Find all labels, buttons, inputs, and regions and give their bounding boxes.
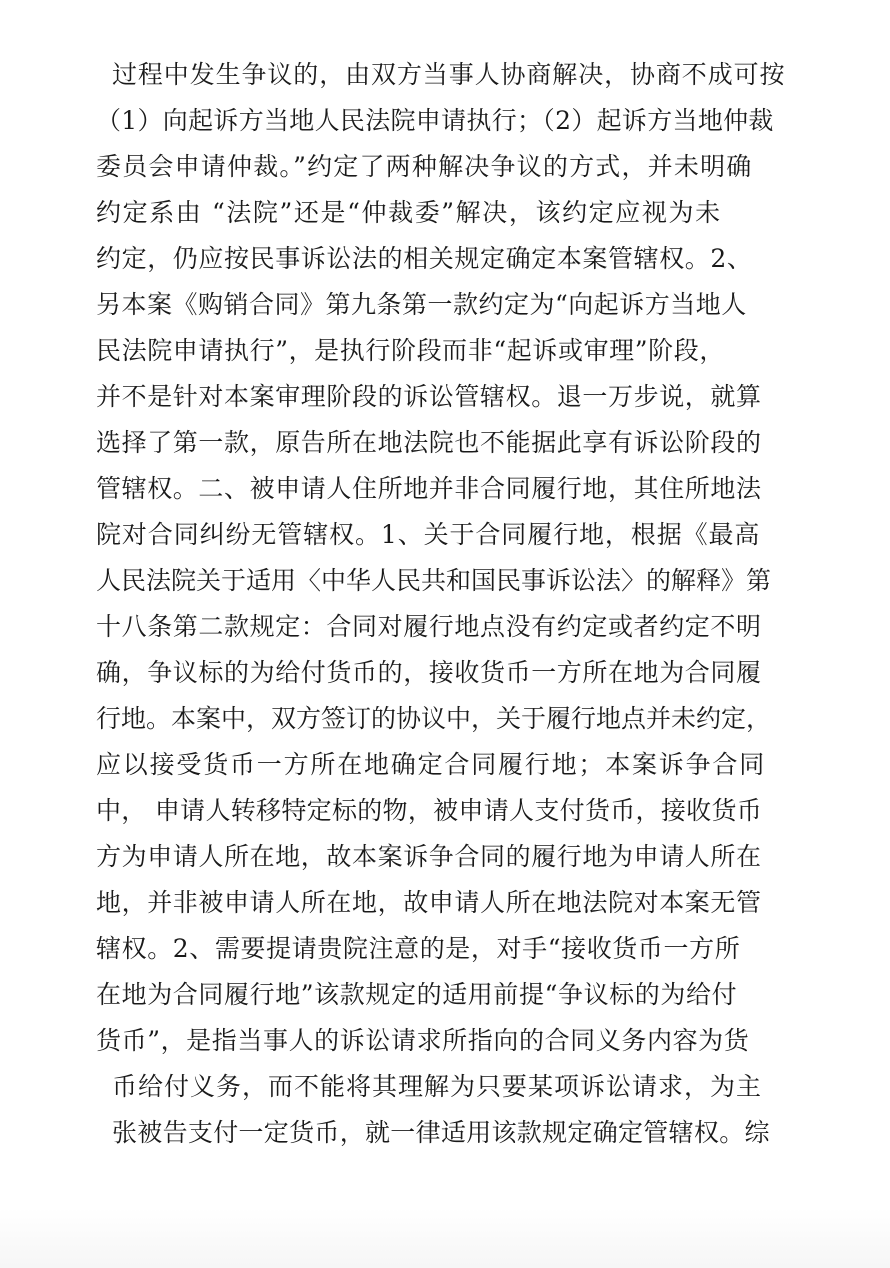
text-line: 过程中发生争议的，由双方当事人协商解决，协商不成可按 bbox=[112, 60, 786, 89]
text-line: 行地。本案中，双方签订的协议中，关于履行地点并未约定， bbox=[96, 704, 772, 733]
text-line: 辖权。2、需要提请贵院注意的是，对手“接收货币一方所 bbox=[96, 934, 741, 963]
text-line: 选择了第一款，原告所在地法院也不能据此享有诉讼阶段的 bbox=[96, 428, 762, 457]
text-line: 方为申请人所在地，故本案诉争合同的履行地为申请人所在 bbox=[96, 842, 762, 871]
text-line: 人民法院关于适用〈中华人民共和国民事诉讼法〉的解释》第 bbox=[96, 566, 772, 595]
text-line: 管辖权。二、被申请人住所地并非合同履行地，其住所地法 bbox=[96, 474, 762, 503]
text-line: 另本案《购销合同》第九条第一款约定为“向起诉方当地人 bbox=[96, 290, 747, 319]
text-line: 地，并非被申请人所在地，故申请人所在地法院对本案无管 bbox=[96, 888, 762, 917]
text-line: 确，争议标的为给付货币的，接收货币一方所在地为合同履 bbox=[96, 658, 762, 687]
text-line: 在地为合同履行地”该款规定的适用前提“争议标的为给付 bbox=[96, 980, 738, 1009]
text-line: 院对合同纠纷无管辖权。1、关于合同履行地，根据《最高 bbox=[96, 520, 761, 549]
text-line: 货币”，是指当事人的诉讼请求所指向的合同义务内容为货 bbox=[96, 1026, 750, 1055]
text-line: 约定，仍应按民事诉讼法的相关规定确定本案管辖权。2、 bbox=[96, 244, 753, 273]
page-bottom-shadow bbox=[0, 1208, 890, 1268]
text-line: 应以接受货币一方所在地确定合同履行地；本案诉争合同 bbox=[96, 750, 767, 779]
text-line: 十八条第二款规定：合同对履行地点没有约定或者约定不明 bbox=[96, 612, 762, 641]
text-line: 委员会申请仲裁。”约定了两种解决争议的方式，并未明确 bbox=[96, 152, 753, 181]
text-line: 约定系由 “法院”还是“仲裁委”解决，该约定应视为未 bbox=[96, 198, 722, 227]
text-line: 币给付义务，而不能将其理解为只要某项诉讼请求，为主 bbox=[112, 1072, 763, 1101]
text-line: 民法院申请执行”，是执行阶段而非“起诉或审理”阶段， bbox=[96, 336, 725, 365]
text-line: 张被告支付一定货币，就一律适用该款规定确定管辖权。综 bbox=[112, 1118, 770, 1147]
text-line: 中， 申请人转移特定标的物，被申请人支付货币，接收货币 bbox=[96, 796, 763, 825]
text-line: （1）向起诉方当地人民法院申请执行；（2）起诉方当地仲裁 bbox=[96, 106, 774, 135]
text-line: 并不是针对本案审理阶段的诉讼管辖权。退一万步说，就算 bbox=[96, 382, 762, 411]
